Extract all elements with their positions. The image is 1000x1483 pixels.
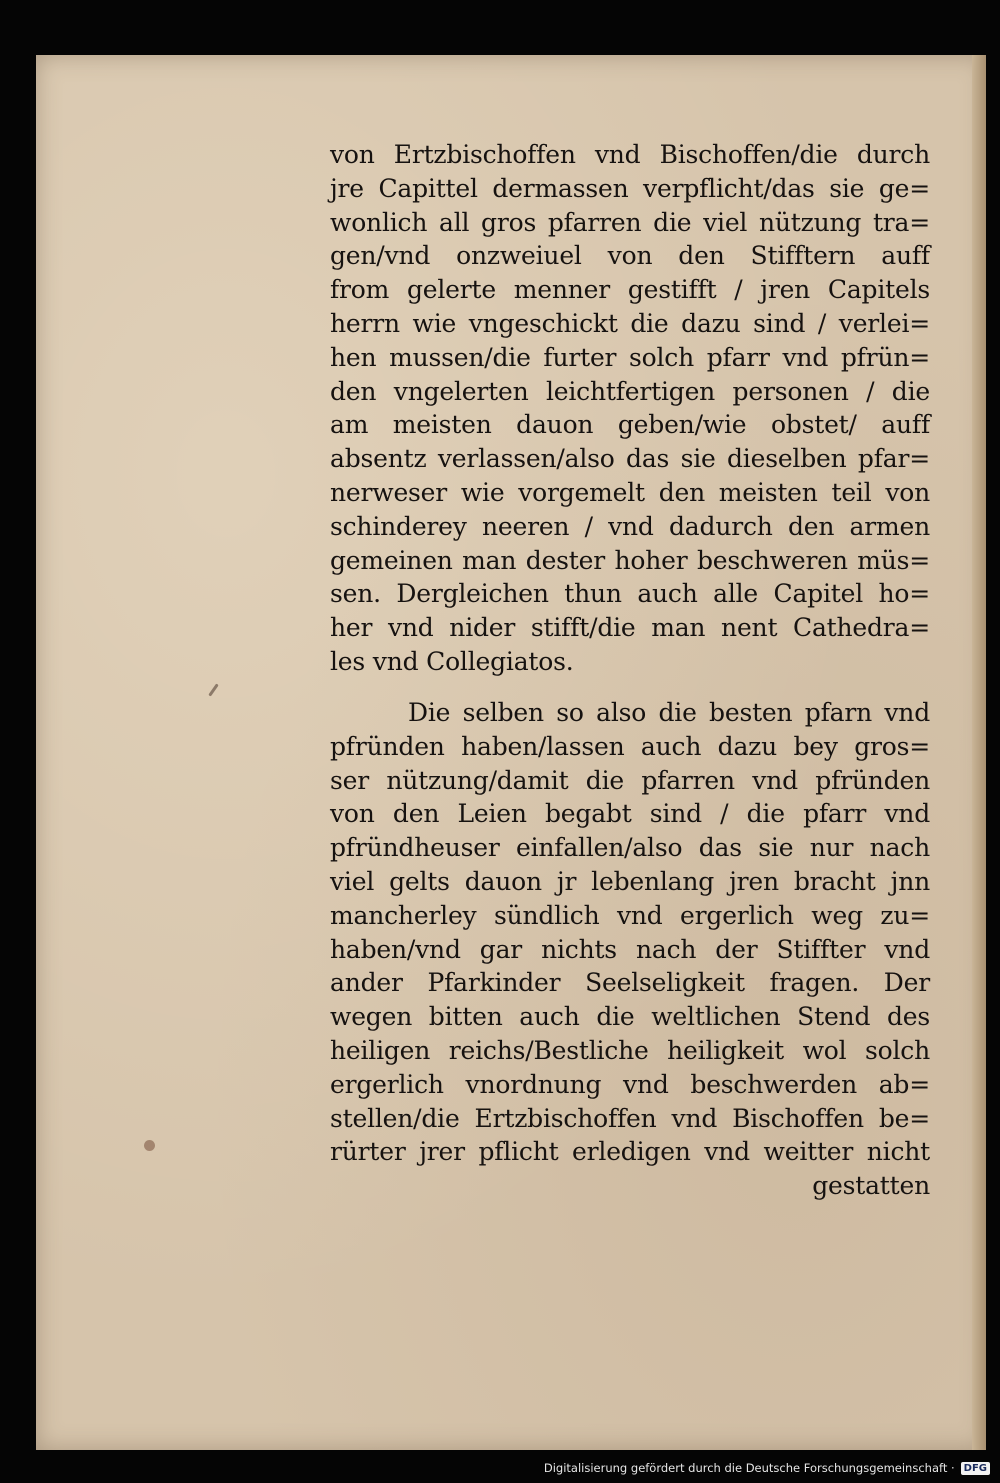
text-line: stellen/die Ertzbischoffen vnd Bischoffen be= <box>330 1103 930 1133</box>
text-line: viel gelts dauon jr lebenlang jren bracht jnn <box>330 866 930 896</box>
text-line: den vngelerten leichtfertigen personen / die <box>330 376 930 406</box>
ink-stain <box>144 1140 155 1151</box>
text-line: haben/vnd gar nichts nach der Stiffter vnd <box>330 934 930 964</box>
text-line: pfründheuser einfallen/also das sie nur nach <box>330 833 930 863</box>
text-line: absentz verlassen/also das sie dieselben pfar= <box>330 444 930 474</box>
text-line: mancherley sündlich vnd ergerlich weg zu= <box>330 900 930 930</box>
text-line: von den Leien begabt sind / die pfarr vnd <box>330 799 930 829</box>
text-line: les vnd Collegiatos. <box>330 646 574 676</box>
text-line: am meisten dauon geben/wie obstet/ auff <box>330 410 930 440</box>
text-line: ergerlich vnordnung vnd beschwerden ab= <box>330 1069 930 1099</box>
text-line: wonlich all gros pfarren die viel nützung tra= <box>330 207 930 237</box>
text-line: nerweser wie vorgemelt den meisten teil von <box>330 477 930 507</box>
credit-text: Digitalisierung gefördert durch die Deutsche Forschungsgemeinschaft · <box>543 1461 955 1475</box>
ink-mark <box>208 683 218 696</box>
text-line: gemeinen man dester hoher beschweren müs= <box>330 545 930 575</box>
text-line: sen. Dergleichen thun auch alle Capitel ho= <box>330 579 930 609</box>
text-line: wegen bitten auch die weltlichen Stend des <box>330 1002 930 1032</box>
text-line: rürter jrer pflicht erledigen vnd weitter nicht <box>330 1137 930 1167</box>
paragraph-1 <box>330 138 930 679</box>
page-edge <box>972 55 986 1450</box>
dfg-logo: DFG <box>961 1462 990 1475</box>
text-line: heiligen reichs/Bestliche heiligkeit wol solch <box>330 1035 930 1065</box>
catchword: gestatten <box>812 1171 930 1201</box>
text-line: schinderey neeren / vnd dadurch den armen <box>330 511 930 541</box>
text-line: herrn wie vngeschickt die dazu sind / verlei= <box>330 308 930 338</box>
text-line: from gelerte menner gestifft / jren Capitels <box>330 275 930 305</box>
text-line: ser nützung/damit die pfarren vnd pfründen <box>330 765 930 795</box>
text-line: jre Capittel dermassen verpflicht/das sie ge= <box>330 173 930 203</box>
text-line: her vnd nider stifft/die man nent Cathedra= <box>330 613 930 643</box>
text-line: Die selben so also die besten pfarn vnd <box>408 698 930 727</box>
text-line: hen mussen/die furter solch pfarr vnd pfrün= <box>330 342 930 372</box>
paragraph-2 <box>330 696 930 1203</box>
digitization-credit <box>544 1459 990 1477</box>
text-line: ander Pfarkinder Seelseligkeit fragen. Der <box>330 968 930 998</box>
text-line: von Ertzbischoffen vnd Bischoffen/die durch <box>330 140 930 169</box>
text-line: pfründen haben/lassen auch dazu bey gros= <box>330 731 930 761</box>
text-line: gen/vnd onzweiuel von den Stifftern auff <box>330 241 930 271</box>
